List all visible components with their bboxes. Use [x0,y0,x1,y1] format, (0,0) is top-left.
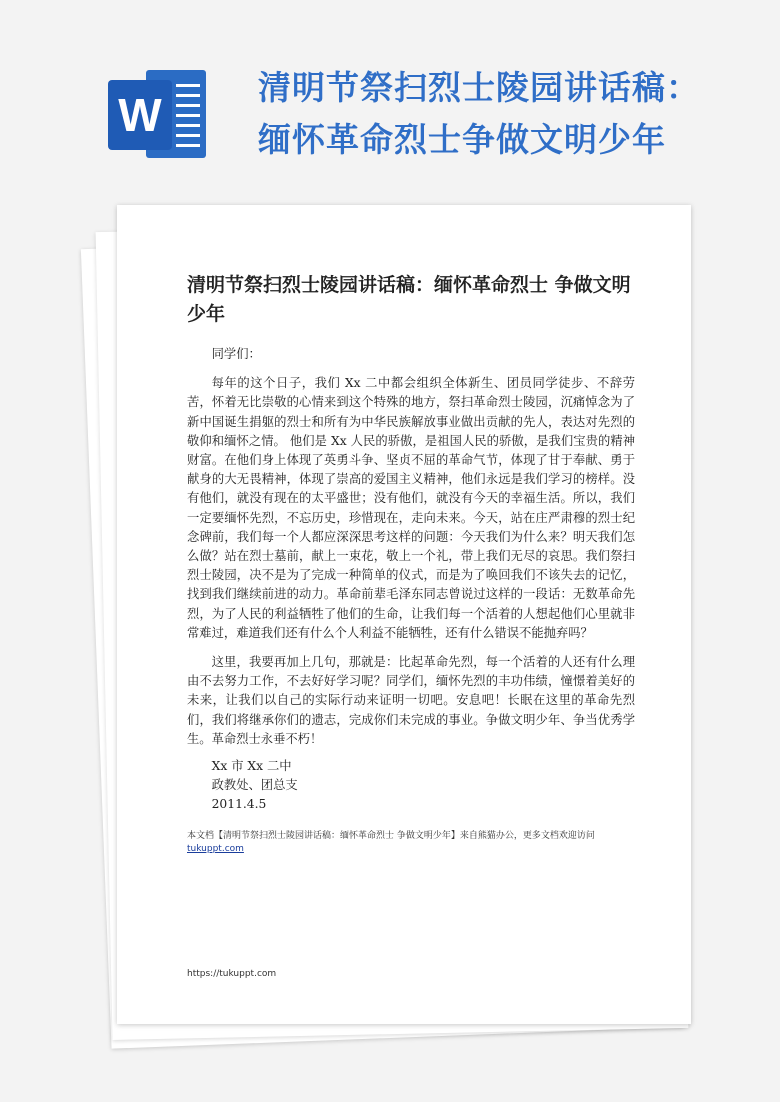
word-document-icon [108,66,208,162]
source-link[interactable]: tukuppt.com [187,844,244,854]
header-title-line1: 清明节祭扫烈士陵园讲话稿： [258,68,700,107]
document-title: 清明节祭扫烈士陵园讲话稿：缅怀革命烈士 争做文明少年 [187,274,631,325]
signature-date: 2011.4.5 [211,797,267,812]
header-title [258,62,758,166]
document-body [187,345,635,815]
paragraph-1: 每年的这个日子，我们 Xx 二中都会组织全体新生、团员同学徒步、不辞劳苦，怀着无比崇敬的心情来到这个特殊的地方，祭扫革命烈士陵园，沉痛悼念为了新中国诞生捐躯的烈士和所有为中华民族解放事业做出贡献的先人，表达对先烈的敬仰和缅怀之情。 他们是 Xx 人民的骄傲，是祖国人民的骄傲，是我们宝贵的精神财富。在他们身上体现了英勇斗争、坚贞不屈的革命气节，体现了甘于奉献、勇于献身的大无畏精神，体现了崇高的爱国主义精神，他们永远是我们学习的榜样。没有他们，就没有现在的太平盛世；没有他们，就没有今天的幸福生活。所以，我们一定要缅怀先烈，不忘历史，珍惜现在，走向未来。今天，站在庄严肃穆的烈士纪念碑前，我们每一个人都应深深思考这样的问题：今天我们为什么来？明天我们怎么做？站在烈士墓前，献上一束花，敬上一个礼，带上我们无尽的哀思。我们祭扫烈士陵园，决不是为了完成一种简单的仪式，而是为了唤回我们不该失去的记忆，找到我们继续前进的动力。革命前辈毛泽东同志曾说过这样的一段话：无数革命先烈，为了人民的利益牺牲了他们的生命，让我们每一个活着的人想起他们心里就非常难过，难道我们还有什么个人利益不能牺牲，还有什么错误不能抛弃吗？ [187,376,635,640]
paragraph-2: 这里，我要再加上几句，那就是：比起革命先烈，每一个活着的人还有什么理由不去努力工作，不去好好学习呢？同学们，缅怀先烈的丰功伟绩，憧憬着美好的未来，让我们以自己的实际行动来证明一切吧。安息吧！长眠在这里的革命先烈们，我们将继承你们的遗志，完成你们未完成的事业。争做文明少年、争当优秀学生。革命烈士永垂不朽！ [187,655,635,746]
salutation: 同学们： [211,347,261,361]
header-title-line2: 缅怀革命烈士争做文明少年 [258,120,666,159]
word-w-badge: W [108,80,172,150]
bottom-url[interactable]: https://tukuppt.com [187,969,277,979]
signature-department: 政教处、团总支 [211,778,298,793]
source-note [187,830,647,856]
document-page [117,205,691,1024]
signature-school: Xx 市 Xx 二中 [211,759,292,774]
page-header [0,0,780,200]
source-note-text: 本文档【清明节祭扫烈士陵园讲话稿：缅怀革命烈士 争做文明少年】来自熊猫办公，更多文档欢迎访问 [187,831,595,841]
